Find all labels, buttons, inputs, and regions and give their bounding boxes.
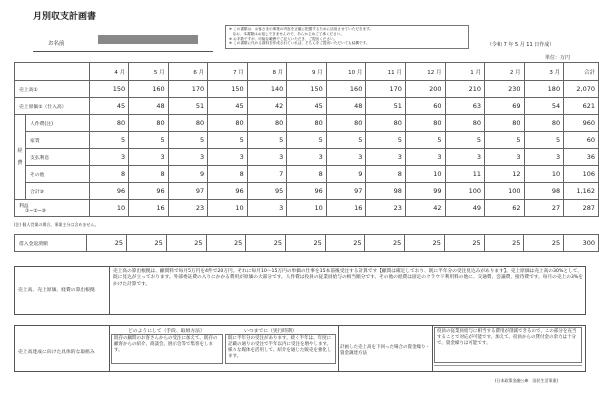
repayment-cell: 25: [365, 235, 405, 252]
value-cell: 180: [524, 81, 564, 98]
value-cell: 150: [287, 81, 327, 98]
total-header: 合計: [564, 63, 599, 81]
value-cell: 5: [524, 132, 564, 149]
row-label: 家賃: [26, 132, 90, 149]
value-cell: 97: [168, 183, 208, 200]
month-header: 3 月: [524, 63, 564, 81]
value-cell: 160: [129, 81, 169, 98]
repayment-cell: 25: [405, 235, 445, 252]
row-label: 人件費(注): [26, 115, 90, 132]
value-cell: 97: [326, 183, 366, 200]
value-cell: 48: [326, 98, 366, 115]
value-cell: 5: [405, 132, 445, 149]
table-header-row: [15, 63, 599, 81]
value-cell: 96: [208, 183, 248, 200]
row-total-cell: 106: [564, 166, 599, 183]
divider: [434, 365, 582, 366]
value-cell: 51: [168, 98, 208, 115]
value-cell: 5: [485, 132, 525, 149]
repayment-cell: 25: [444, 235, 484, 252]
repayment-cell: 25: [286, 235, 326, 252]
value-cell: 5: [287, 132, 327, 149]
value-cell: 3: [168, 149, 208, 166]
value-cell: 51: [366, 98, 406, 115]
row-total-cell: 60: [564, 132, 599, 149]
monthly-plan-table: [14, 62, 599, 217]
divider: [109, 266, 110, 315]
month-header: 5 月: [129, 63, 169, 81]
value-cell: 150: [208, 81, 248, 98]
repayment-row: [15, 235, 599, 252]
repayment-cell: 25: [484, 235, 524, 252]
value-cell: 5: [366, 132, 406, 149]
value-cell: 98: [366, 183, 406, 200]
value-cell: 200: [405, 81, 445, 98]
value-cell: 80: [485, 115, 525, 132]
value-cell: 3: [524, 149, 564, 166]
value-cell: 10: [287, 200, 327, 217]
row-total-cell: 621: [564, 98, 599, 115]
shortfall-heading: 計画した売上高を下回った場合の資金繰り・資金調達方法: [340, 345, 430, 356]
table-row: [15, 132, 599, 149]
value-cell: 23: [366, 200, 406, 217]
value-cell: 69: [485, 98, 525, 115]
value-cell: 9: [168, 166, 208, 183]
repayment-cell: 25: [166, 235, 206, 252]
row-total-cell: 36: [564, 149, 599, 166]
value-cell: 8: [366, 166, 406, 183]
table-row: [15, 98, 599, 115]
value-cell: 100: [485, 183, 525, 200]
value-cell: 170: [168, 81, 208, 98]
notes-box: [225, 25, 469, 49]
value-cell: 80: [208, 115, 248, 132]
value-cell: 45: [89, 98, 129, 115]
value-cell: 80: [366, 115, 406, 132]
row-label: 合計③: [26, 183, 90, 200]
month-header: 2 月: [485, 63, 525, 81]
value-cell: 5: [247, 132, 287, 149]
row-label: その他: [26, 166, 90, 183]
value-cell: 5: [326, 132, 366, 149]
value-cell: 3: [366, 149, 406, 166]
row-label: 売上高①: [15, 81, 90, 98]
value-cell: 80: [445, 115, 485, 132]
month-header: 4 月: [89, 63, 129, 81]
value-cell: 80: [247, 115, 287, 132]
divider: [109, 325, 110, 372]
table-row: [15, 200, 599, 217]
value-cell: 7: [247, 166, 287, 183]
repayment-cell: 25: [246, 235, 286, 252]
value-cell: 8: [89, 166, 129, 183]
name-redacted-field[interactable]: [98, 35, 198, 44]
row-total-cell: 287: [564, 200, 599, 217]
value-cell: 210: [445, 81, 485, 98]
row-label: 支払利息: [26, 149, 90, 166]
row-total-cell: 1,162: [564, 183, 599, 200]
value-cell: 100: [445, 183, 485, 200]
basis-text: 売上高の算出根拠は、顧問料で毎月5万円を4件で20万円。それに毎月10〜15万円の単価の仕事を15本前後受注する計算です【顧問は確定しており、既に半年分の受注見込みがあります】。売上原価は売上高の30%として、既に見込が立っております。外部委託費の入りにかかる費用が原価の大部分です。人件費は役員の従業員給与の相当額分です。その他の経費は固定のクラウド利用料の他に、交通費、会議費、接待費です。毎月の売上の3%をかけた計算です。: [113, 269, 584, 287]
value-cell: 160: [326, 81, 366, 98]
value-cell: 63: [445, 98, 485, 115]
month-header: 9 月: [287, 63, 327, 81]
value-cell: 45: [208, 98, 248, 115]
value-cell: 98: [524, 183, 564, 200]
value-cell: 230: [485, 81, 525, 98]
value-cell: 49: [445, 200, 485, 217]
repayment-table: [14, 234, 599, 252]
value-cell: 80: [129, 115, 169, 132]
row-total-cell: 2,070: [564, 81, 599, 98]
value-cell: 8: [208, 166, 248, 183]
value-cell: 5: [208, 132, 248, 149]
value-cell: 23: [168, 200, 208, 217]
value-cell: 54: [524, 98, 564, 115]
table-row: [15, 115, 599, 132]
profit-label-main: 利益: [19, 204, 29, 209]
plan-timing-heading: いつまでに（実行時期）: [244, 329, 297, 334]
header-corner-cell: [15, 63, 90, 81]
value-cell: 27: [524, 200, 564, 217]
month-header: 6 月: [168, 63, 208, 81]
divider: [338, 325, 339, 372]
value-cell: 62: [485, 200, 525, 217]
value-cell: 96: [89, 183, 129, 200]
value-cell: 95: [247, 183, 287, 200]
table-row: [15, 183, 599, 200]
row-label: 売上原価②（仕入高）: [15, 98, 90, 115]
value-cell: 3: [247, 149, 287, 166]
value-cell: 3: [247, 200, 287, 217]
value-cell: 11: [445, 166, 485, 183]
expense-group-label: 経 費: [15, 115, 26, 200]
value-cell: 80: [405, 115, 445, 132]
value-cell: 80: [524, 115, 564, 132]
value-cell: 3: [485, 149, 525, 166]
value-cell: 3: [287, 149, 327, 166]
value-cell: 48: [129, 98, 169, 115]
page-title: 月別収支計画書: [33, 12, 97, 22]
value-cell: 3: [208, 149, 248, 166]
value-cell: 96: [287, 183, 327, 200]
value-cell: 5: [445, 132, 485, 149]
plan-timing-text: 既に半年分の受注があります。続く半年は、年度に記載の通りの受注で半年以内に受注を増やします。様々な媒体を活用して、紹介を通じた販売を強化します。: [225, 334, 336, 364]
repayment-label: 借入金返済額: [15, 235, 87, 252]
repayment-cell: 25: [325, 235, 365, 252]
month-header: 7 月: [208, 63, 248, 81]
profit-label-formula: ①−②−③: [25, 209, 46, 214]
value-cell: 8: [129, 166, 169, 183]
issuer-note: (日本政策金融公庫 国民生活事業): [495, 378, 559, 383]
profit-label: [15, 200, 90, 217]
value-cell: 5: [89, 132, 129, 149]
repayment-cell: 25: [206, 235, 246, 252]
plan-method-text: 既存の顧問のお客さんからの受注に加えて、既存の顧客からの紹介、商談会、展示会等で集客をします。: [111, 334, 223, 364]
name-label: お名前: [48, 41, 65, 47]
repayment-cell: 25: [127, 235, 167, 252]
table-footnote: (注) 個人営業の場合、事業主分は含めません。: [14, 222, 99, 227]
created-date: （令和 7 年 5 月 11 日作成）: [487, 42, 555, 48]
value-cell: 140: [247, 81, 287, 98]
repayment-total: 300: [564, 235, 599, 252]
value-cell: 16: [326, 200, 366, 217]
value-cell: 10: [89, 200, 129, 217]
value-cell: 8: [287, 166, 327, 183]
value-cell: 3: [405, 149, 445, 166]
month-header: 8 月: [247, 63, 287, 81]
value-cell: 12: [485, 166, 525, 183]
value-cell: 96: [129, 183, 169, 200]
row-total-cell: 960: [564, 115, 599, 132]
unit-label: 単位：万円: [545, 55, 571, 61]
value-cell: 16: [129, 200, 169, 217]
plan-method-heading: どのようにして（手段、取組方法）: [128, 329, 205, 334]
value-cell: 10: [208, 200, 248, 217]
value-cell: 80: [287, 115, 327, 132]
value-cell: 42: [405, 200, 445, 217]
repayment-cell: 25: [87, 235, 127, 252]
note-line: ※ この書類は、お客さまの事業の内容を正確に把握するために活用させていただきます。: [229, 27, 374, 31]
value-cell: 3: [89, 149, 129, 166]
value-cell: 10: [405, 166, 445, 183]
month-header: 1 月: [445, 63, 485, 81]
note-line: なお、本書類はお返しできませんので、あらかじめご了承ください。: [229, 31, 344, 36]
value-cell: 3: [326, 149, 366, 166]
month-header: 11 月: [366, 63, 406, 81]
table-row: [15, 81, 599, 98]
divider: [432, 325, 433, 372]
value-cell: 170: [366, 81, 406, 98]
value-cell: 9: [326, 166, 366, 183]
shortfall-text: 役員の従業員給与に相当する費用が削減できるので、この部分を充当することで対応が可能です。加えて、役員からの貸付金の余力は十分で、資金繰りは可能です。: [434, 327, 582, 363]
value-cell: 10: [524, 166, 564, 183]
value-cell: 60: [405, 98, 445, 115]
name-underline: [33, 51, 213, 52]
note-line: ※ この書類に代わる資料を作成されていれば、そちらをご提出いただいても結構です。: [229, 41, 370, 46]
month-header: 12 月: [405, 63, 445, 81]
note-line: ※ お手数ですが、可能な範囲でご記入いただき、ご提出ください。: [229, 36, 338, 41]
value-cell: 150: [89, 81, 129, 98]
value-cell: 80: [168, 115, 208, 132]
plan-label: 売上高達成に向けた具体的な取組み: [18, 350, 95, 355]
table-row: [15, 166, 599, 183]
value-cell: 5: [129, 132, 169, 149]
month-header: 10 月: [326, 63, 366, 81]
table-row: [15, 149, 599, 166]
basis-label: 売上高、売上原価、経費の算出根拠: [18, 288, 95, 293]
value-cell: 99: [405, 183, 445, 200]
repayment-cell: 25: [524, 235, 564, 252]
value-cell: 3: [445, 149, 485, 166]
value-cell: 80: [326, 115, 366, 132]
value-cell: 45: [287, 98, 327, 115]
value-cell: 42: [247, 98, 287, 115]
value-cell: 5: [168, 132, 208, 149]
value-cell: 3: [129, 149, 169, 166]
value-cell: 80: [89, 115, 129, 132]
